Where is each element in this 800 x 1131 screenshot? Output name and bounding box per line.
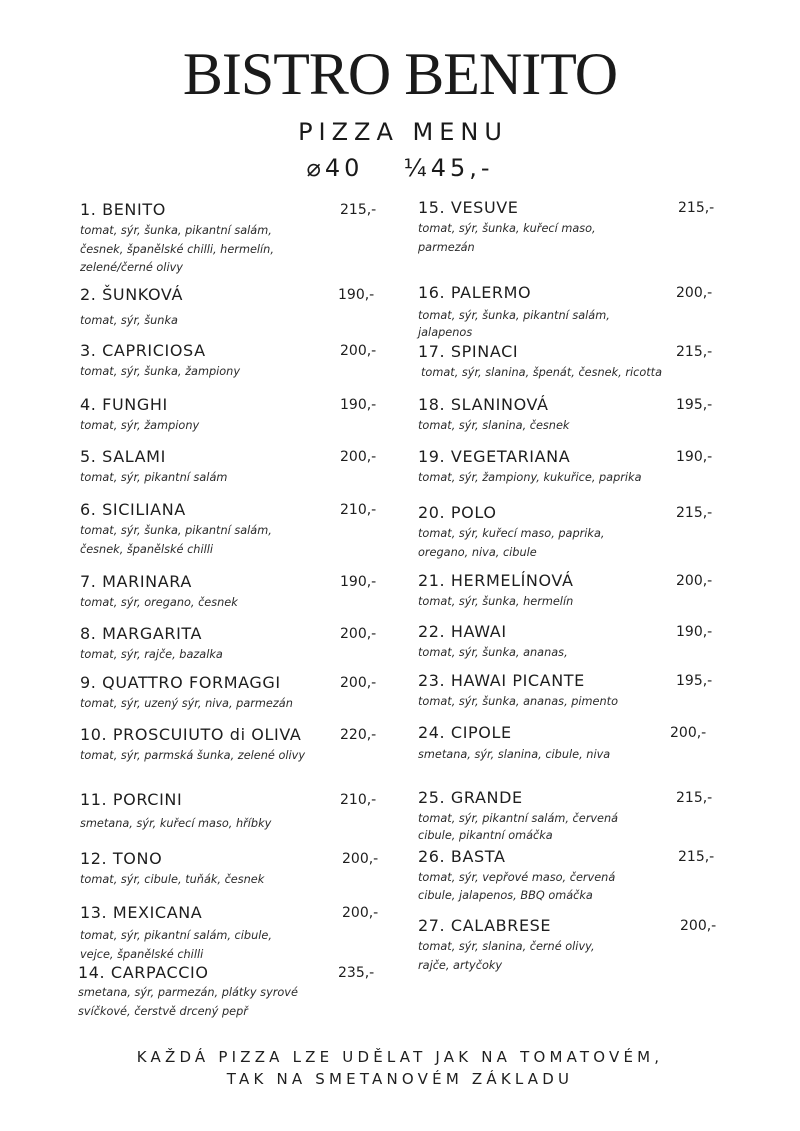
menu-item	[418, 447, 718, 488]
menu-item-description: tomat, sýr, kuřecí maso, paprika, oregano, niva, cibule	[418, 527, 605, 559]
footer-note: KAŽDÁ PIZZA LZE UDĚLAT JAK NA TOMATOVÉM, TAK NA SMETANOVÉM ZÁKLADU	[136, 1048, 664, 1088]
menu-item-name: 9. QUATTRO FORMAGGI	[80, 673, 281, 692]
menu-item-name: 12. TONO	[80, 849, 163, 868]
menu-item-name: 8. MARGARITA	[80, 624, 203, 643]
menu-item-price: 200,-	[676, 285, 713, 301]
menu-item-price: 190,-	[340, 574, 377, 590]
menu-item-name: 16. PALERMO	[418, 283, 532, 302]
menu-item-price: 215,-	[340, 202, 377, 218]
menu-item-description: tomat, sýr, šunka, hermelín	[418, 595, 574, 608]
menu-item-description: tomat, sýr, slanina, černé olivy, rajče, artyčoky	[418, 940, 595, 972]
menu-item	[80, 790, 380, 834]
menu-item	[80, 673, 380, 714]
menu-item-description: tomat, sýr, šunka, žampiony	[80, 365, 241, 378]
menu-item-name: 4. FUNGHI	[80, 395, 168, 414]
menu-item-price: 215,-	[676, 505, 713, 521]
menu-item-price: 200,-	[340, 343, 377, 359]
menu-item	[80, 849, 380, 890]
menu-item-name: 11. PORCINI	[80, 790, 183, 809]
menu-item-description: tomat, sýr, šunka, pikantní salám, jalapenos	[418, 309, 610, 339]
menu-item-price: 190,-	[676, 449, 713, 465]
menu-item-name: 19. VEGETARIANA	[418, 447, 571, 466]
menu-item-price: 200,-	[340, 675, 377, 691]
menu-item-description: tomat, sýr, parmská šunka, zelené olivy	[80, 749, 306, 762]
menu-item-name: 26. BASTA	[418, 847, 506, 866]
menu-item-description: tomat, sýr, šunka, pikantní salám, česnek, španělské chilli, hermelín, zelené/černé olivy	[80, 224, 274, 274]
menu-item-description: tomat, sýr, cibule, tuňák, česnek	[80, 873, 265, 886]
menu-item-price: 190,-	[676, 624, 713, 640]
menu-item-name: 22. HAWAI	[418, 622, 507, 641]
menu-item	[80, 200, 380, 278]
menu-item-price: 195,-	[676, 673, 713, 689]
menu-item	[418, 788, 718, 844]
menu-item-name: 17. SPINACI	[418, 342, 519, 361]
menu-item-price: 220,-	[340, 727, 377, 743]
menu-item-price: 215,-	[676, 344, 713, 360]
size-diameter: ⌀40	[306, 154, 364, 182]
menu-item-price: 210,-	[340, 792, 377, 808]
menu-item	[80, 624, 380, 665]
menu-item-description: tomat, sýr, uzený sýr, niva, parmezán	[80, 697, 293, 710]
menu-item-price: 200,-	[342, 851, 379, 867]
menu-item-description: tomat, sýr, žampiony	[80, 419, 200, 432]
menu-item-price: 200,-	[340, 449, 377, 465]
menu-item	[80, 725, 380, 766]
menu-item-description: tomat, sýr, žampiony, kukuřice, paprika	[418, 471, 642, 484]
menu-item-name: 3. CAPRICIOSA	[80, 341, 206, 360]
menu-item-price: 200,-	[342, 905, 379, 921]
menu-item	[80, 341, 380, 382]
menu-item-description: tomat, sýr, šunka, pikantní salám, česnek, španělské chilli	[80, 524, 272, 556]
menu-item	[418, 622, 718, 663]
menu-item-description: tomat, sýr, pikantní salám, cibule, vejce, španělské chilli	[80, 929, 272, 961]
menu-item-name: 2. ŠUNKOVÁ	[80, 285, 183, 304]
menu-item-price: 195,-	[676, 397, 713, 413]
menu-item	[80, 395, 380, 436]
menu-item	[418, 916, 718, 975]
menu-item-name: 5. SALAMI	[80, 447, 166, 466]
menu-item-name: 7. MARINARA	[80, 572, 192, 591]
menu-item-price: 200,-	[676, 573, 713, 589]
menu-item-description: tomat, sýr, slanina, špenát, česnek, ricotta	[421, 366, 663, 379]
menu-item-name: 27. CALABRESE	[418, 916, 552, 935]
menu-item-name: 14. CARPACCIO	[78, 963, 209, 982]
menu-item-price: 215,-	[678, 849, 715, 865]
menu-item	[418, 847, 718, 905]
menu-item-description: tomat, sýr, rajče, bazalka	[80, 648, 223, 661]
menu-item-price: 235,-	[338, 965, 375, 981]
menu-item-name: 23. HAWAI PICANTE	[418, 671, 585, 690]
menu-item	[80, 447, 380, 488]
menu-subtitle: PIZZA MENU	[298, 118, 508, 146]
menu-item	[80, 903, 380, 964]
menu-item-description: tomat, sýr, šunka	[80, 314, 178, 327]
menu-item-price: 190,-	[340, 397, 377, 413]
menu-item-name: 21. HERMELÍNOVÁ	[418, 571, 574, 590]
menu-item-description: tomat, sýr, vepřové maso, červená cibule, jalapenos, BBQ omáčka	[418, 871, 616, 902]
menu-item-price: 200,-	[670, 725, 707, 741]
menu-item	[418, 342, 718, 383]
menu-item-name: 13. MEXICANA	[80, 903, 203, 922]
menu-item-name: 18. SLANINOVÁ	[418, 395, 549, 414]
menu-item	[418, 571, 718, 612]
menu-item	[80, 572, 380, 613]
menu-item-price: 210,-	[340, 502, 377, 518]
menu-item-description: smetana, sýr, slanina, cibule, niva	[418, 748, 611, 761]
menu-item-description: tomat, sýr, oregano, česnek	[80, 596, 238, 609]
menu-item	[80, 500, 380, 559]
menu-item-description: tomat, sýr, pikantní salám	[80, 471, 228, 484]
size-price-fraction: ¼45,-	[403, 154, 494, 182]
menu-item	[418, 671, 718, 712]
menu-item-description: tomat, sýr, pikantní salám, červená cibule, pikantní omáčka	[418, 812, 619, 842]
menu-item-description: tomat, sýr, slanina, česnek	[418, 419, 570, 432]
menu-item	[418, 503, 718, 562]
menu-item	[418, 283, 718, 341]
menu-item-price: 200,-	[680, 918, 717, 934]
menu-item-description: smetana, sýr, kuřecí maso, hříbky	[80, 817, 272, 830]
menu-item-description: tomat, sýr, šunka, ananas,	[418, 646, 568, 659]
menu-item-price: 215,-	[678, 200, 715, 216]
menu-item	[418, 198, 718, 257]
restaurant-title: BISTRO BENITO	[182, 41, 618, 107]
menu-item	[418, 723, 718, 765]
menu-item-name: 25. GRANDE	[418, 788, 523, 807]
menu-item-name: 10. PROSCUIUTO di OLIVA	[80, 725, 302, 744]
menu-item-name: 24. CIPOLE	[418, 723, 512, 742]
pizza-sizes	[0, 156, 800, 180]
menu-item	[78, 963, 378, 1021]
menu-item-price: 190,-	[338, 287, 375, 303]
menu-item-description: smetana, sýr, parmezán, plátky syrové svíčkové, čerstvě drcený pepř	[78, 986, 298, 1018]
menu-item-description: tomat, sýr, šunka, ananas, pimento	[418, 695, 619, 708]
menu-item-name: 1. BENITO	[80, 200, 166, 219]
menu-item	[418, 395, 718, 436]
menu-item-price: 215,-	[676, 790, 713, 806]
menu-item-name: 6. SICILIANA	[80, 500, 186, 519]
menu-item-name: 20. POLO	[418, 503, 497, 522]
menu-item	[80, 285, 380, 331]
menu-item-price: 200,-	[340, 626, 377, 642]
menu-item-name: 15. VESUVE	[418, 198, 519, 217]
menu-item-description: tomat, sýr, šunka, kuřecí maso, parmezán	[418, 222, 596, 254]
